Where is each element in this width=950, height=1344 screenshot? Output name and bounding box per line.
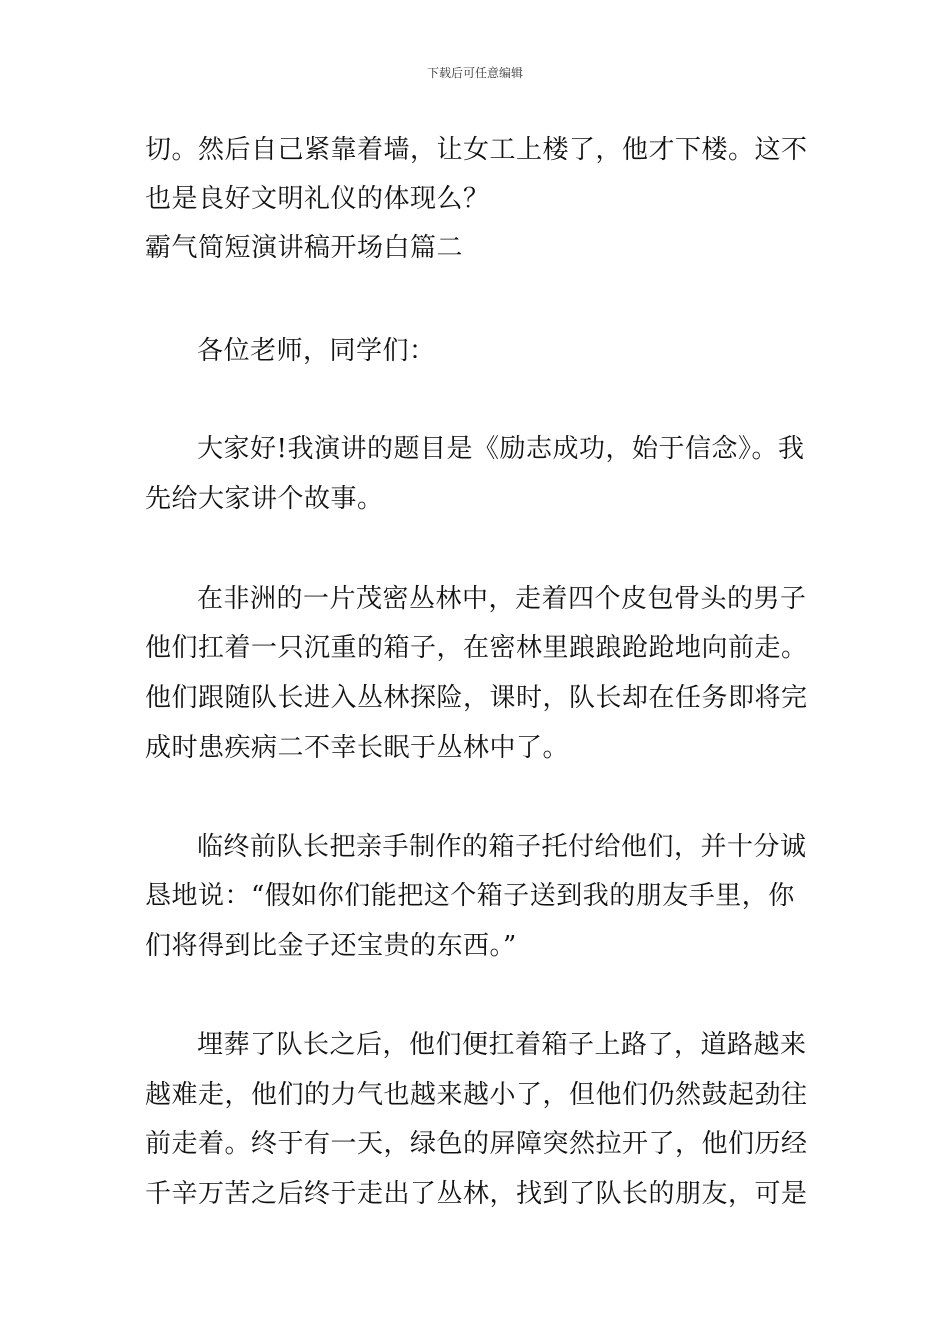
text-line: 们将得到比金子还宝贵的东西。” xyxy=(145,931,517,961)
section-heading: 霸气简短演讲稿开场白篇二 xyxy=(145,233,464,263)
header-note: 下载后可任意编辑 xyxy=(426,66,523,80)
text-line: 在非洲的一片茂密丛林中，走着四个皮包骨头的男子 xyxy=(197,584,807,614)
text-line: 埋葬了队长之后，他们便扛着箱子上路了，道路越来 xyxy=(197,1030,807,1060)
text-line: 千辛万苦之后终于走出了丛林，找到了队长的朋友，可是 xyxy=(145,1179,808,1209)
text-line: 大家好!我演讲的题目是《励志成功，始于信念》。我 xyxy=(197,434,805,464)
text-line: 越难走，他们的力气也越来越小了，但他们仍然鼓起劲往 xyxy=(145,1080,808,1110)
text-line: 切。然后自己紧靠着墙，让女工上楼了，他才下楼。这不 xyxy=(145,135,808,165)
text-line: 先给大家讲个故事。 xyxy=(145,484,384,514)
greeting-line: 各位老师，同学们： xyxy=(197,336,436,366)
text-line: 前走着。终于有一天，绿色的屏障突然拉开了，他们历经 xyxy=(145,1129,808,1159)
text-line: 临终前队长把亲手制作的箱子托付给他们，并十分诚 xyxy=(197,832,807,862)
text-line: 也是良好文明礼仪的体现么？ xyxy=(145,184,490,214)
text-line: 成时患疾病二不幸长眠于丛林中了。 xyxy=(145,733,570,763)
text-line: 他们跟随队长进入丛林探险，课时，队长却在任务即将完 xyxy=(145,683,808,713)
text-line: 恳地说：“假如你们能把这个箱子送到我的朋友手里，你 xyxy=(145,881,795,911)
text-line: 他们扛着一只沉重的箱子，在密林里踉踉跄跄地向前走。 xyxy=(145,633,808,663)
